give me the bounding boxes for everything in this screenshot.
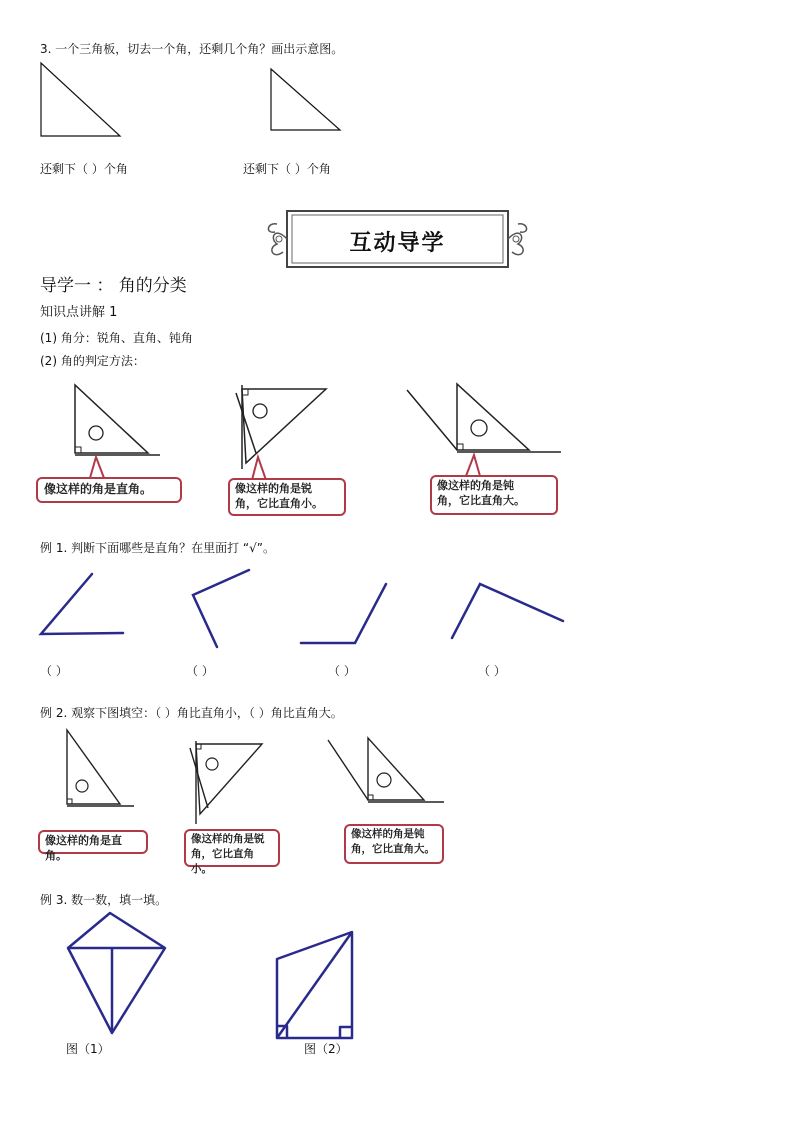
ex2-bubble-obtuse-line1: 像这样的角是钝 [351,828,425,840]
banner-title: 互动导学 [349,230,446,256]
ex3-fig1-label: 图（1） [66,1042,110,1056]
ex2-acute-setsquare [184,740,266,826]
ex2-bubble-right [38,830,148,862]
ex2-bubble-acute [184,829,280,875]
ex1-title: 例 1. 判断下面哪些是直角？在里面打 “√”。 [40,541,275,555]
bubble-right-text: 像这样的角是直角。 [44,482,153,496]
section1-heading: 导学一 ： 角的分类 [40,276,187,296]
ex1-blank-1: （ ） [40,664,68,678]
ex2-obtuse-setsquare [326,734,448,806]
bubble-acute-line2: 角，它比直角小。 [235,497,323,510]
bubble-pointer-1 [88,455,108,479]
ex1-blank-2: （ ） [186,664,214,678]
bubble-right-angle [36,477,182,503]
bubble-acute-line1: 像这样的角是锐 [235,482,312,495]
section1-item2: (2) 角的判定方法： [40,354,145,368]
ex1-blank-3: （ ） [328,664,356,678]
ex1-angle-1 [41,574,123,634]
ex1-angle-4 [452,584,563,638]
bubble-obtuse-line1: 像这样的角是钝 [437,479,514,492]
ex1-angle-2 [193,570,249,647]
ex2-bubble-acute-line1: 像这样的角是锐 [191,833,265,845]
obtuse-angle-setsquare [405,380,565,456]
ex1-angle-3 [301,584,386,643]
ex2-bubble-obtuse-line2: 角，它比直角大。 [351,843,435,855]
ex2-right-setsquare [62,728,136,808]
q3-title: 3. 一个三角板，切去一个角，还剩几个角？画出示意图。 [40,42,344,56]
bubble-obtuse-angle [430,475,558,515]
ex3-figure-1 [60,910,172,1040]
section-banner [265,208,530,270]
bubble-acute-angle [228,478,346,516]
section1-item1: (1) 角分：锐角、直角、钝角 [40,331,193,345]
ex3-fig2-label: 图（2） [304,1042,348,1056]
ex2-bubble-obtuse [344,824,444,864]
ex2-title: 例 2. 观察下图填空：（ ）角比直角小，（ ）角比直角大。 [40,706,343,720]
ex2-bubble-right-text: 像这样的角是直角。 [45,834,122,862]
acute-angle-setsquare [232,383,330,473]
ex1-angles [0,565,600,645]
ex3-figure-2 [270,926,360,1042]
bubble-obtuse-line2: 角，它比直角大。 [437,494,525,507]
ex1-blank-4: （ ） [478,664,506,678]
q3-answer-right: 还剩下（ ）个角 [243,162,331,176]
q3-triangle-left [40,62,122,138]
right-angle-setsquare [70,383,162,459]
ex2-bubble-acute-line2: 角，它比直角小。 [191,848,254,875]
q3-triangle-right [270,68,342,132]
ex3-title: 例 3. 数一数，填一填。 [40,893,168,907]
section1-sub: 知识点讲解 1 [40,305,118,320]
bubble-pointer-3 [464,453,484,477]
q3-answer-left: 还剩下（ ）个角 [40,162,128,176]
